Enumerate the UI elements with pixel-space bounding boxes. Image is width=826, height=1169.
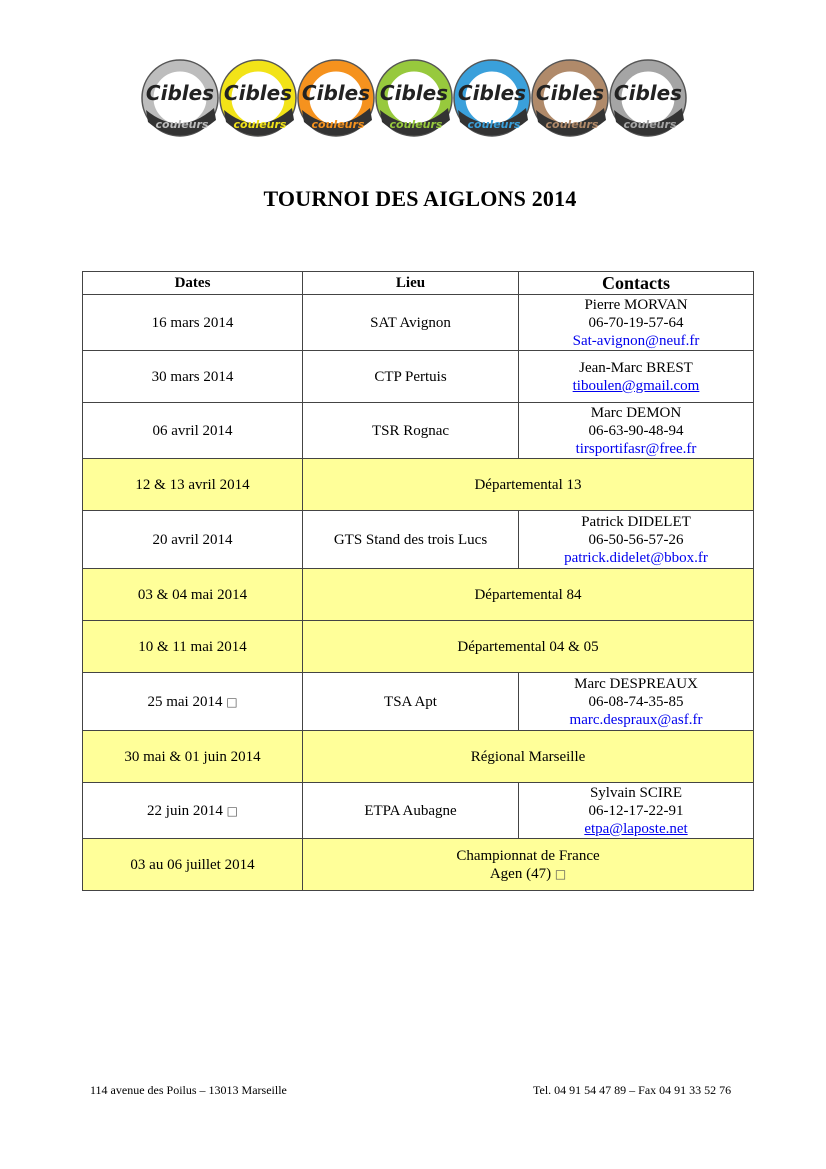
placeholder-glyph-icon: □ xyxy=(226,803,238,818)
contact-name: Pierre MORVAN xyxy=(584,296,688,313)
event-cell xyxy=(303,839,754,891)
date-cell: 10 & 11 mai 2014 xyxy=(83,621,303,673)
contact-cell xyxy=(519,511,754,569)
contact-phone: 06-08-74-35-85 xyxy=(588,693,684,710)
logo-word-cibles: Cibles xyxy=(379,81,449,105)
contact-email[interactable]: marc.despraux@asf.fr xyxy=(569,711,703,728)
date-cell: 30 mai & 01 juin 2014 xyxy=(83,731,303,783)
logo-word-cibles: Cibles xyxy=(535,81,605,105)
footer-address: 114 avenue des Poilus – 13013 Marseille xyxy=(90,1083,287,1097)
header-dates: Dates xyxy=(83,272,303,295)
logo-word-cibles: Cibles xyxy=(145,81,215,105)
placeholder-glyph-icon: □ xyxy=(554,866,567,881)
contact-cell xyxy=(519,783,754,839)
date-cell: 30 mars 2014 xyxy=(83,351,303,403)
table-row-highlight xyxy=(83,569,754,621)
contact-name: Patrick DIDELET xyxy=(581,513,691,530)
logo-word-couleurs: couleurs xyxy=(233,118,287,131)
logo-word-cibles: Cibles xyxy=(613,81,683,105)
date-cell: 06 avril 2014 xyxy=(83,403,303,459)
contact-phone: 06-70-19-57-64 xyxy=(588,314,684,331)
logo-target-disc xyxy=(142,60,218,136)
date-cell: 03 & 04 mai 2014 xyxy=(83,569,303,621)
event-subtitle: Agen (47) □ xyxy=(489,865,567,882)
placeholder-glyph-icon: □ xyxy=(226,694,238,709)
date-cell: 12 & 13 avril 2014 xyxy=(83,459,303,511)
contact-name: Marc DESPREAUX xyxy=(574,675,698,692)
date-cell: 20 avril 2014 xyxy=(83,511,303,569)
table-row-highlight xyxy=(83,839,754,891)
table-row xyxy=(83,403,754,459)
logo-target-disc xyxy=(376,60,452,136)
logo-word-couleurs: couleurs xyxy=(155,118,209,131)
table-row-highlight xyxy=(83,621,754,673)
page-title: TOURNOI DES AIGLONS 2014 xyxy=(263,186,577,211)
table-row-highlight xyxy=(83,459,754,511)
contact-cell xyxy=(519,403,754,459)
contact-email[interactable]: tirsportifasr@free.fr xyxy=(575,440,697,457)
table-row-highlight xyxy=(83,731,754,783)
contact-name: Jean-Marc BREST xyxy=(579,359,693,376)
contact-phone: 06-50-56-57-26 xyxy=(588,531,684,548)
contact-email[interactable]: patrick.didelet@bbox.fr xyxy=(564,549,708,566)
logo-word-cibles: Cibles xyxy=(301,81,371,105)
venue-cell: TSA Apt xyxy=(303,673,519,731)
date-cell: 16 mars 2014 xyxy=(83,295,303,351)
event-title: Championnat de France xyxy=(456,847,600,864)
contact-phone: 06-12-17-22-91 xyxy=(588,802,684,819)
date-cell: 22 juin 2014 □ xyxy=(83,783,303,839)
logo-target-disc xyxy=(610,60,686,136)
venue-cell: TSR Rognac xyxy=(303,403,519,459)
event-cell: Régional Marseille xyxy=(303,731,754,783)
table-header-row xyxy=(83,272,754,295)
table-row xyxy=(83,351,754,403)
contact-cell xyxy=(519,295,754,351)
logo-word-cibles: Cibles xyxy=(457,81,527,105)
logo-word-cibles: Cibles xyxy=(223,81,293,105)
contact-cell xyxy=(519,673,754,731)
header-contacts: Contacts xyxy=(519,272,754,295)
logo-target-disc xyxy=(454,60,530,136)
table-row xyxy=(83,673,754,731)
header-lieu: Lieu xyxy=(303,272,519,295)
table-row xyxy=(83,295,754,351)
logo-word-couleurs: couleurs xyxy=(623,118,677,131)
logo-target-disc xyxy=(298,60,374,136)
venue-cell: GTS Stand des trois Lucs xyxy=(303,511,519,569)
tournament-schedule-table xyxy=(82,271,754,891)
venue-cell: SAT Avignon xyxy=(303,295,519,351)
footer-phone-fax: Tel. 04 91 54 47 89 – Fax 04 91 33 52 76 xyxy=(533,1083,732,1097)
event-cell: Départemental 04 & 05 xyxy=(303,621,754,673)
contact-name: Sylvain SCIRE xyxy=(589,784,683,801)
event-cell: Départemental 84 xyxy=(303,569,754,621)
logo-word-couleurs: couleurs xyxy=(467,118,521,131)
logo-target-disc xyxy=(220,60,296,136)
contact-email[interactable]: etpa@laposte.net xyxy=(584,820,688,837)
logo-target-disc xyxy=(532,60,608,136)
contact-email[interactable]: Sat-avignon@neuf.fr xyxy=(572,332,700,349)
cibles-couleurs-logo xyxy=(140,50,700,145)
table-row xyxy=(83,783,754,839)
date-cell: 25 mai 2014 □ xyxy=(83,673,303,731)
contact-email[interactable]: tiboulen@gmail.com xyxy=(572,377,700,394)
venue-cell: ETPA Aubagne xyxy=(303,783,519,839)
contact-name: Marc DEMON xyxy=(590,404,682,421)
logo-word-couleurs: couleurs xyxy=(389,118,443,131)
logo-word-couleurs: couleurs xyxy=(311,118,365,131)
event-cell: Départemental 13 xyxy=(303,459,754,511)
contact-phone: 06-63-90-48-94 xyxy=(588,422,684,439)
date-cell: 03 au 06 juillet 2014 xyxy=(83,839,303,891)
table-row xyxy=(83,511,754,569)
contact-cell xyxy=(519,351,754,403)
venue-cell: CTP Pertuis xyxy=(303,351,519,403)
logo-word-couleurs: couleurs xyxy=(545,118,599,131)
